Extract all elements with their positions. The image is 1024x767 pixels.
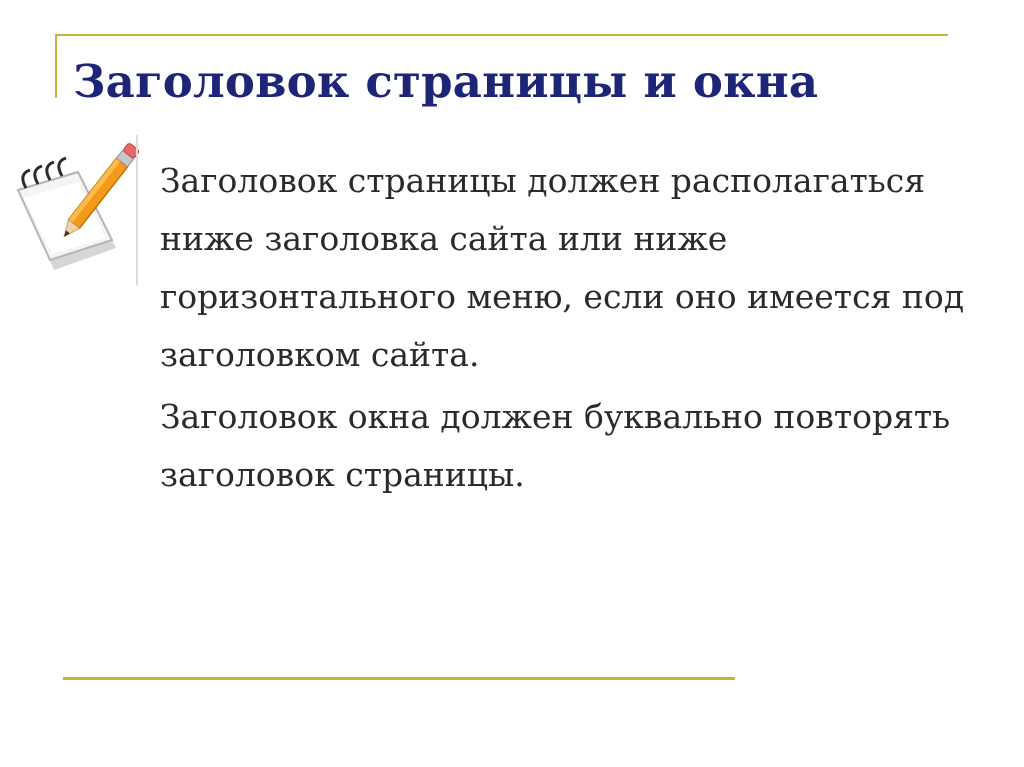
notepad-pencil-icon — [8, 128, 148, 288]
top-rule — [55, 34, 948, 36]
left-rule — [55, 34, 57, 98]
icon-separator — [136, 135, 138, 285]
slide-title: Заголовок страницы и окна — [73, 55, 819, 108]
paragraph-2: Заголовок окна должен буквально повторять заголовок страницы. — [160, 397, 951, 494]
bottom-rule — [63, 677, 735, 680]
paragraph-1: Заголовок страницы должен располагаться ниже заголовка сайта или ниже горизонтального меню, если оно имеется под заголовком сайта. — [160, 161, 965, 374]
body-text — [160, 152, 980, 508]
